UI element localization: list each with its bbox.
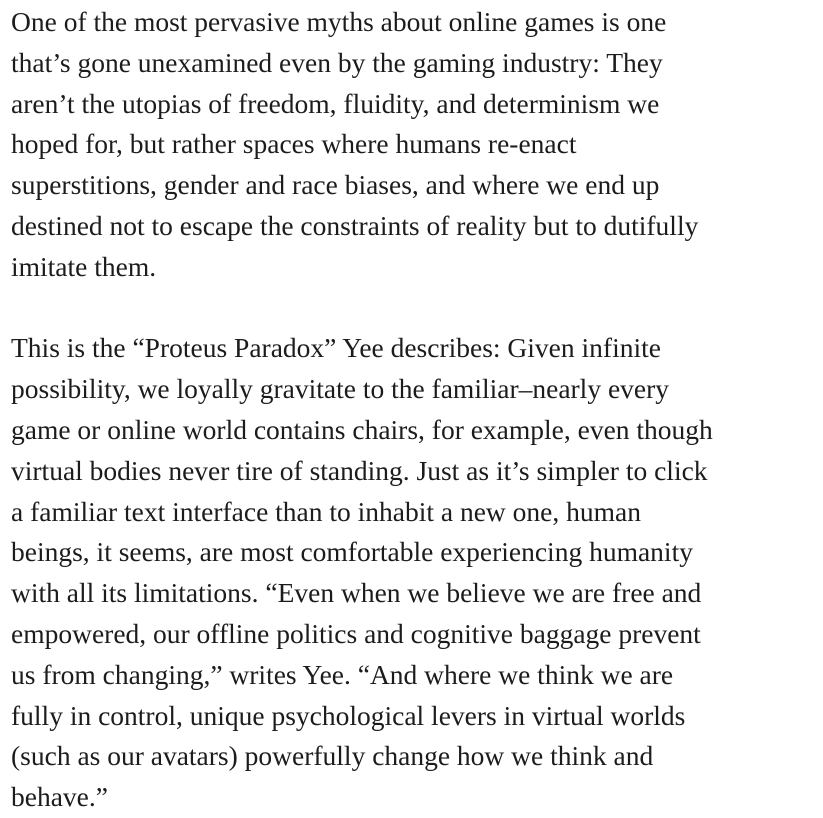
text-line: game or online world contains chairs, for example, even though <box>11 413 713 445</box>
text-line: virtual bodies never tire of standing. Just as it’s simpler to click <box>11 454 708 486</box>
text-line: (such as our avatars) powerfully change how we think and <box>11 740 654 772</box>
text-line: that’s gone unexamined even by the gaming industry: They <box>11 46 663 78</box>
text-line: empowered, our offline politics and cognitive baggage prevent <box>11 617 701 649</box>
text-line: This is the “Proteus Paradox” Yee describes: Given infinite <box>11 332 661 364</box>
text-line: possibility, we loyally gravitate to the familiar–nearly every <box>11 373 670 405</box>
text-line: with all its limitations. “Even when we believe we are free and <box>11 577 702 609</box>
text-line: us from changing,” writes Yee. “And where we think we are <box>11 658 674 690</box>
paragraph-1 <box>11 2 813 288</box>
text-line: aren’t the utopias of freedom, fluidity, and determinism we <box>11 87 660 119</box>
text-line: behave.” <box>11 781 108 813</box>
text-line: One of the most pervasive myths about online games is one <box>11 6 667 37</box>
text-line: beings, it seems, are most comfortable experiencing humanity <box>11 536 693 568</box>
text-line: superstitions, gender and race biases, and where we end up <box>11 169 660 201</box>
text-line: fully in control, unique psychological levers in virtual worlds <box>11 699 686 731</box>
text-line: imitate them. <box>11 250 157 282</box>
text-line: hoped for, but rather spaces where humans re-enact <box>11 128 577 160</box>
text-line: destined not to escape the constraints of reality but to dutifully <box>11 209 699 241</box>
text-line: a familiar text interface than to inhabit a new one, human <box>11 495 641 527</box>
paragraph-2 <box>11 328 813 818</box>
